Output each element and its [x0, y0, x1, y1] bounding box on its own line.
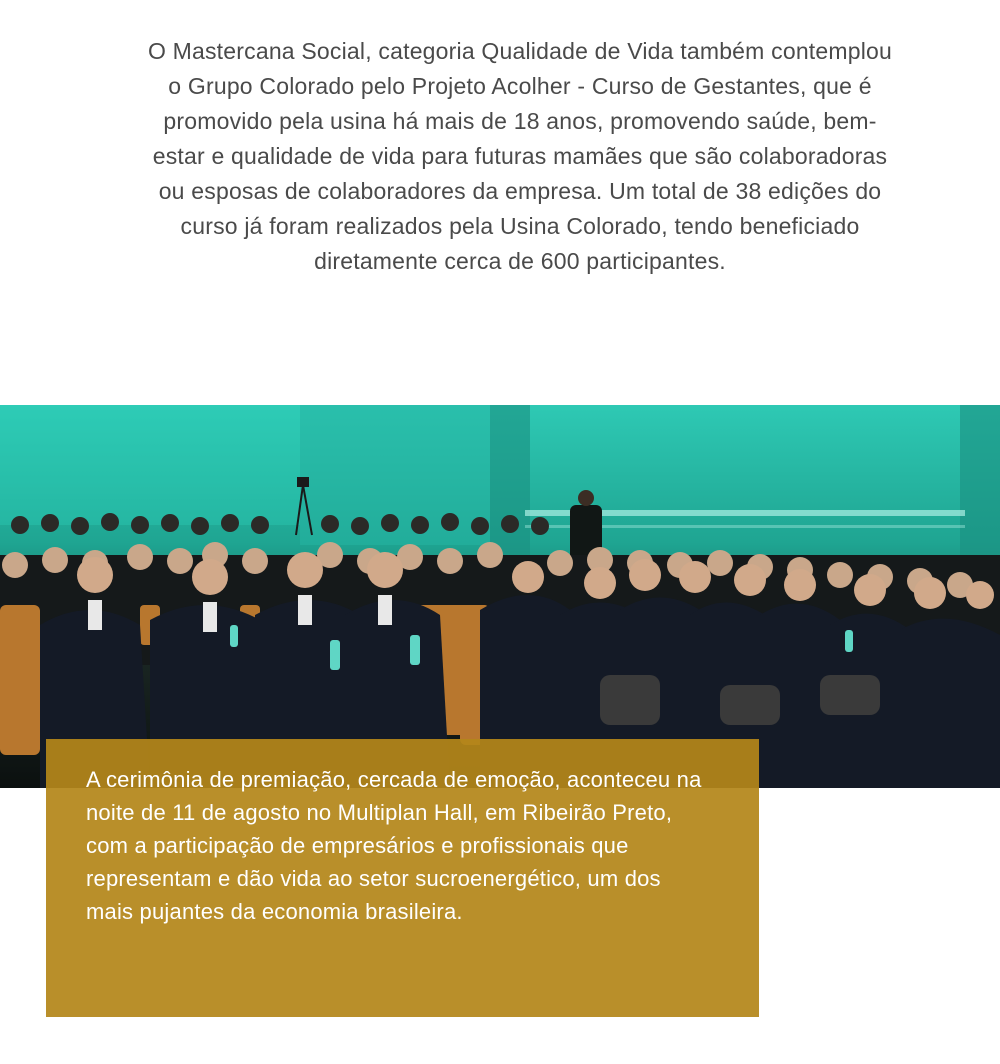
- ceremony-audience-photo: [0, 405, 1000, 788]
- caption-box: [46, 739, 759, 1017]
- caption-text: A cerimônia de premiação, cercada de emoção, aconteceu na noite de 11 de agosto no Multiplan Hall, em Ribeirão Preto, com a participação de empresários e profissionais que representam e dão vida ao setor sucroenergético, um dos mais pujantes da economia brasileira.: [86, 767, 702, 924]
- intro-paragraph: O Mastercana Social, categoria Qualidade de Vida também contemplou o Grupo Colorado pelo Projeto Acolher - Curso de Gestantes, que é promovido pela usina há mais de 18 anos, promovendo saúde, bem-estar e qualidade de vida para futuras mamães que são colaboradoras ou esposas de colaboradores da empresa. Um total de 38 edições do curso já foram realizados pela Usina Colorado, tendo beneficiado diretamente cerca de 600 participantes.: [147, 38, 893, 274]
